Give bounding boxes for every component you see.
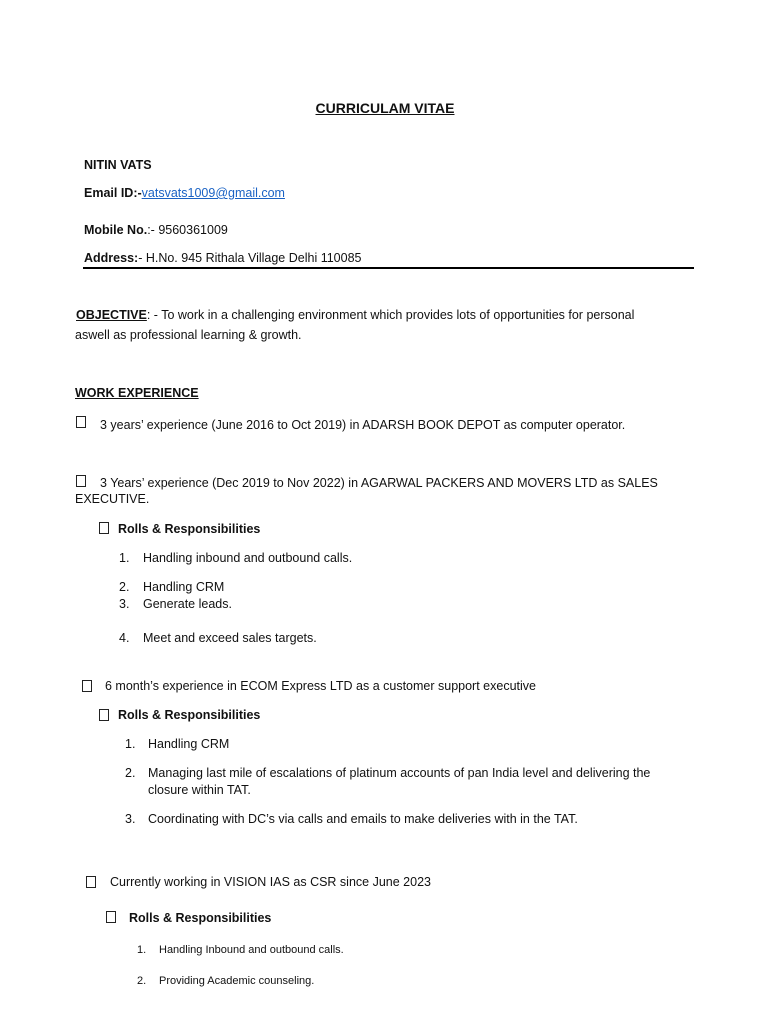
list-number: 3. (119, 597, 130, 611)
list-item: Generate leads. (143, 597, 232, 611)
job-3-text: 6 month’s experience in ECOM Express LTD as a customer support executive (105, 679, 536, 693)
work-experience-heading: WORK EXPERIENCE (75, 386, 199, 400)
list-item: Handling Inbound and outbound calls. (159, 944, 344, 956)
list-item: Coordinating with DC’s via calls and emails to make deliveries with in the TAT. (148, 812, 578, 826)
list-item: Managing last mile of escalations of platinum accounts of pan India level and delivering the (148, 766, 651, 780)
page-title: CURRICULAM VITAE (315, 100, 455, 116)
responsibilities-heading: Rolls & Responsibilities (129, 911, 272, 925)
list-item: Handling inbound and outbound calls. (143, 551, 353, 565)
email-label: Email ID:- (84, 186, 142, 200)
list-number: 3. (125, 812, 136, 826)
email-link[interactable]: vatsvats1009@gmail.com (141, 186, 285, 200)
list-number: 4. (119, 631, 130, 645)
list-number: 1. (137, 944, 147, 956)
bullet-box (76, 475, 86, 487)
bullet-box (76, 416, 86, 428)
objective-label: OBJECTIVE (76, 308, 147, 322)
job-2-text-2: EXECUTIVE. (75, 492, 150, 506)
bullet-box (106, 911, 116, 923)
list-item: Handling CRM (143, 580, 225, 594)
address-label: Address: (84, 251, 139, 265)
list-number: 2. (137, 975, 147, 987)
objective-text: : - To work in a challenging environment which provides lots of opportunities for personal (146, 308, 635, 322)
list-item: Handling CRM (148, 737, 230, 751)
bullet-box (99, 522, 109, 534)
list-item-continuation: closure within TAT. (148, 783, 251, 797)
job-2-text-1: 3 Years’ experience (Dec 2019 to Nov 2022) in AGARWAL PACKERS AND MOVERS LTD as SALES (100, 476, 658, 490)
list-item: Providing Academic counseling. (159, 975, 315, 987)
bullet-box (82, 680, 92, 692)
objective-line-2: aswell as professional learning & growth. (75, 328, 302, 342)
mobile-line (84, 222, 228, 238)
responsibilities-heading: Rolls & Responsibilities (118, 708, 261, 722)
objective-line-1 (76, 307, 634, 323)
mobile-label: Mobile No. (84, 223, 148, 237)
header-divider (83, 267, 694, 269)
list-number: 1. (125, 737, 136, 751)
email-line (84, 185, 285, 201)
address-value: - H.No. 945 Rithala Village Delhi 110085 (138, 251, 362, 265)
mobile-separator: :- (147, 223, 155, 237)
job-4-text: Currently working in VISION IAS as CSR since June 2023 (110, 875, 431, 889)
list-number: 2. (119, 580, 130, 594)
address-line (84, 250, 361, 266)
job-1-text: 3 years’ experience (June 2016 to Oct 2019) in ADARSH BOOK DEPOT as computer operator. (100, 418, 626, 432)
list-number: 1. (119, 551, 130, 565)
list-number: 2. (125, 766, 136, 780)
mobile-value: 9560361009 (158, 223, 228, 237)
candidate-name: NITIN VATS (84, 158, 152, 172)
list-item: Meet and exceed sales targets. (143, 631, 317, 645)
bullet-box (86, 876, 96, 888)
responsibilities-heading: Rolls & Responsibilities (118, 522, 261, 536)
bullet-box (99, 709, 109, 721)
